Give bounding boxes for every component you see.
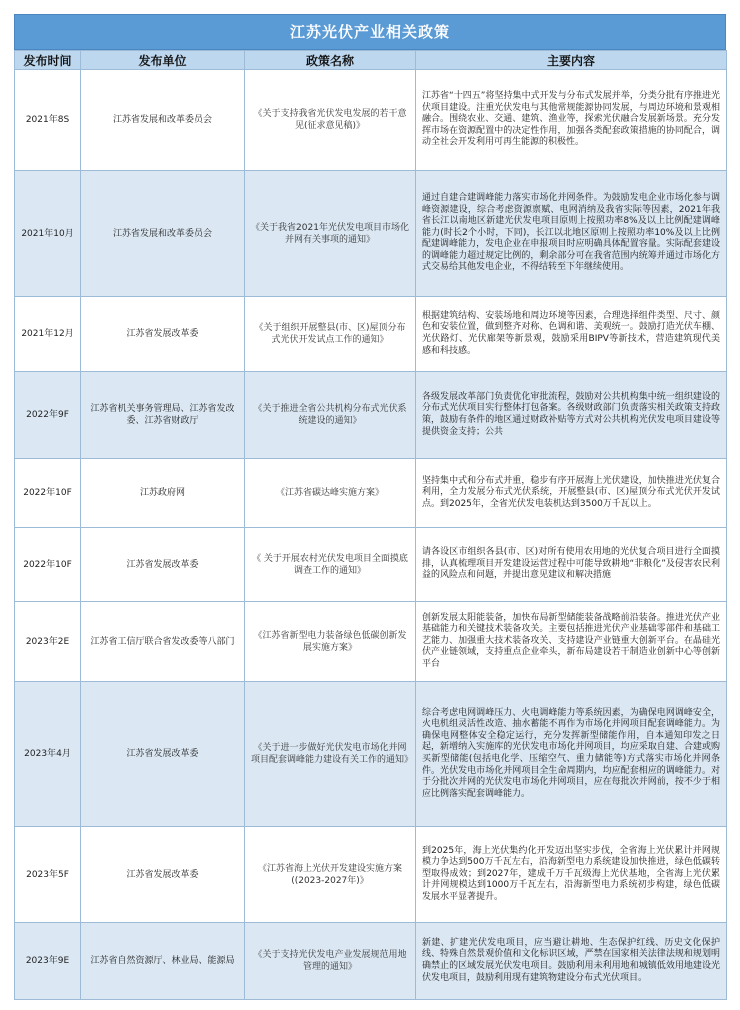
row-unit: 江苏政府网: [81, 459, 245, 528]
table-row: [15, 602, 727, 682]
table-row: [15, 70, 727, 171]
row-date: 2023年5F: [15, 827, 81, 923]
row-unit: 江苏省自然资源厅、林业局、能源局: [81, 923, 245, 1000]
row-policy: 《关于组织开展整县(市、区)屋顶分布式光伏开发试点工作的通知》: [245, 297, 416, 372]
row-unit: 江苏省发展改革委: [81, 682, 245, 827]
table-row: [15, 827, 727, 923]
row-unit: 江苏省工信厅联合省发改委等八部门: [81, 602, 245, 682]
table-title: 江苏光伏产业相关政策: [14, 14, 726, 50]
row-policy: 《关于我省2021年光伏发电项目市场化并网有关事项的通知》: [245, 171, 416, 297]
row-policy: 《关于进一步做好光伏发电市场化并网项目配套调峰能力建设有关工作的通知》: [245, 682, 416, 827]
policy-table: [14, 50, 727, 1000]
row-date: 2021年10月: [15, 171, 81, 297]
row-content: 综合考虑电网调峰压力、火电调峰能力等系统因素，为确保电网调峰安全，火电机组灵活性改造、抽水蓄能不再作为市场化并网项目配套调峰能力。为确保电网整体安全稳定运行，充分发挥新型储能作用，自本通知印发之日起，新增纳入实施库的光伏发电市场化并网项目，均应采取自建、合建或购买新型储能(包括电化学、压缩空气、重力储能等)方式落实市场化并网条件。光伏发电市场化并网项目全生命周期内，均应配套相应的调峰能力。对于分批次并网的光伏发电市场化并网项目，应在每批次并网前，按不少于相应比例落实配套调峰能力。: [416, 682, 727, 827]
header-policy: 政策名称: [245, 51, 416, 70]
row-unit: 江苏省发展和改革委员会: [81, 171, 245, 297]
row-policy: 《江苏省新型电力装备绿色低碳创新发展实施方案》: [245, 602, 416, 682]
row-policy: 《关于支持光伏发电产业发展规范用地管理的通知》: [245, 923, 416, 1000]
table-row: [15, 459, 727, 528]
row-content: 到2025年，海上光伏集约化开发迈出坚实步伐，全省海上光伏累计并网规模力争达到500万千瓦左右，沿海新型电力系统建设加快推进，绿色低碳转型取得成效；到2027年，建成千万千瓦级海上光伏基地，全省海上光伏累计并网规模达到1000万千瓦左右，沿海新型电力系统初步构建，绿色低碳发展水平显著提升。: [416, 827, 727, 923]
row-content: 创新发展太阳能装备，加快布局新型储能装备战略前沿装备。推进光伏产业基础能力和关键技术装备攻关。主要包括推进光伏产业基础零部件和基础工艺能力、加强重大技术装备攻关、支持建设产业链重大创新平台。在晶硅光伏产业链领域，支持重点企业牵头，新布局建设若干制造业创新中心等创新平台: [416, 602, 727, 682]
row-date: 2022年10F: [15, 528, 81, 602]
header-unit: 发布单位: [81, 51, 245, 70]
row-content: 坚持集中式和分布式并重，稳步有序开展海上光伏建设，加快推进光伏复合利用，全力发展分布式光伏系统，开展整县(市、区)屋顶分布式光伏开发试点。到2025年，全省光伏发电装机达到3500万千瓦以上。: [416, 459, 727, 528]
row-policy: 《江苏省海上光伏开发建设实施方案((2023-2027年)》: [245, 827, 416, 923]
row-unit: 江苏省发展改革委: [81, 827, 245, 923]
row-content: 各级发展改革部门负责优化审批流程，鼓励对公共机构集中统一组织建设的分布式光伏项目实行整体打包备案。各级财政部门负责落实相关政策支持政策，鼓励有条件的地区通过财政补贴等方式对公共机构光伏发电项目建设等提供资金支持；公共: [416, 372, 727, 459]
table-row: [15, 372, 727, 459]
row-unit: 江苏省发展改革委: [81, 528, 245, 602]
row-policy: 《江苏省碳达峰实施方案》: [245, 459, 416, 528]
table-row: [15, 297, 727, 372]
header-row: [15, 51, 727, 70]
table-row: [15, 528, 727, 602]
header-content: 主要内容: [416, 51, 727, 70]
row-date: 2021年12月: [15, 297, 81, 372]
row-content: 请各设区市组织各县(市、区)对所有使用农用地的光伏复合项目进行全面摸排，认真梳理项目开发建设运营过程中可能导致耕地“非粮化”及侵害农民利益的风险点和问题，并提出意见建议和解决措施: [416, 528, 727, 602]
row-date: 2023年4月: [15, 682, 81, 827]
row-date: 2021年8S: [15, 70, 81, 171]
row-content: 根据建筑结构、安装场地和周边环境等因素，合理选择组件类型、尺寸、颜色和安装位置，做到整齐对称、色调和谐、美观统一。鼓励打造光伏车棚、光伏路灯、光伏廊架等新景观，鼓励采用BIPV等新技术，营造建筑现代美感和科技感。: [416, 297, 727, 372]
header-date: 发布时间: [15, 51, 81, 70]
row-unit: 江苏省发展和改革委员会: [81, 70, 245, 171]
table-row: [15, 682, 727, 827]
row-policy: 《关于推进全省公共机构分布式光伏系统建设的通知》: [245, 372, 416, 459]
policy-table-container: [14, 14, 726, 1000]
row-unit: 江苏省发展改革委: [81, 297, 245, 372]
row-date: 2022年9F: [15, 372, 81, 459]
row-content: 通过自建合建调峰能力落实市场化并网条件。为鼓励发电企业市场化参与调峰资源建设，综合考虑资源禀赋、电网消纳及我省实际等因素，2021年我省长江以南地区新建光伏发电项目原则上按照功率8%及以上比例配建调峰能力(时长2个小时，下同)，长江以北地区原则上按照功率10%及以上比例配建调峰能力，发电企业在申报项目时应明确具体配置容量。实际配套建设的调峰能力超过规定比例的，剩余部分可在我省范围内统筹并通过市场化方式交易给其他发电企业，不得结转至下年继续使用。: [416, 171, 727, 297]
row-content: 新建、扩建光伏发电项目，应当避让耕地、生态保护红线、历史文化保护线、特殊自然景观价值和文化标识区域，严禁在国家相关法律法规和规划明确禁止的区域发展光伏发电项目。鼓励利用未利用地和城镇低效用地建设光伏发电项目，鼓励利用现有建筑物建设分布式光伏项目。: [416, 923, 727, 1000]
row-content: 江苏省“十四五”将坚持集中式开发与分布式发展并举，分类分批有序推进光伏项目建设。注重光伏发电与其他常规能源协同发展，与周边环境和景观相融合。围绕农业、交通、建筑、渔业等，探索光伏融合发展新场景。充分发挥市场在资源配置中的决定性作用，加强各类配套政策措施的协同配合，调动全社会开发利用可再生能源的积极性。: [416, 70, 727, 171]
row-unit: 江苏省机关事务管理局、江苏省发改委、江苏省财政厅: [81, 372, 245, 459]
row-date: 2023年9E: [15, 923, 81, 1000]
row-policy: 《 关于开展农村光伏发电项目全面摸底调查工作的通知》: [245, 528, 416, 602]
row-date: 2023年2E: [15, 602, 81, 682]
table-row: [15, 171, 727, 297]
row-policy: 《关于支持我省光伏发电发展的若干意见(征求意见稿)》: [245, 70, 416, 171]
table-row: [15, 923, 727, 1000]
row-date: 2022年10F: [15, 459, 81, 528]
